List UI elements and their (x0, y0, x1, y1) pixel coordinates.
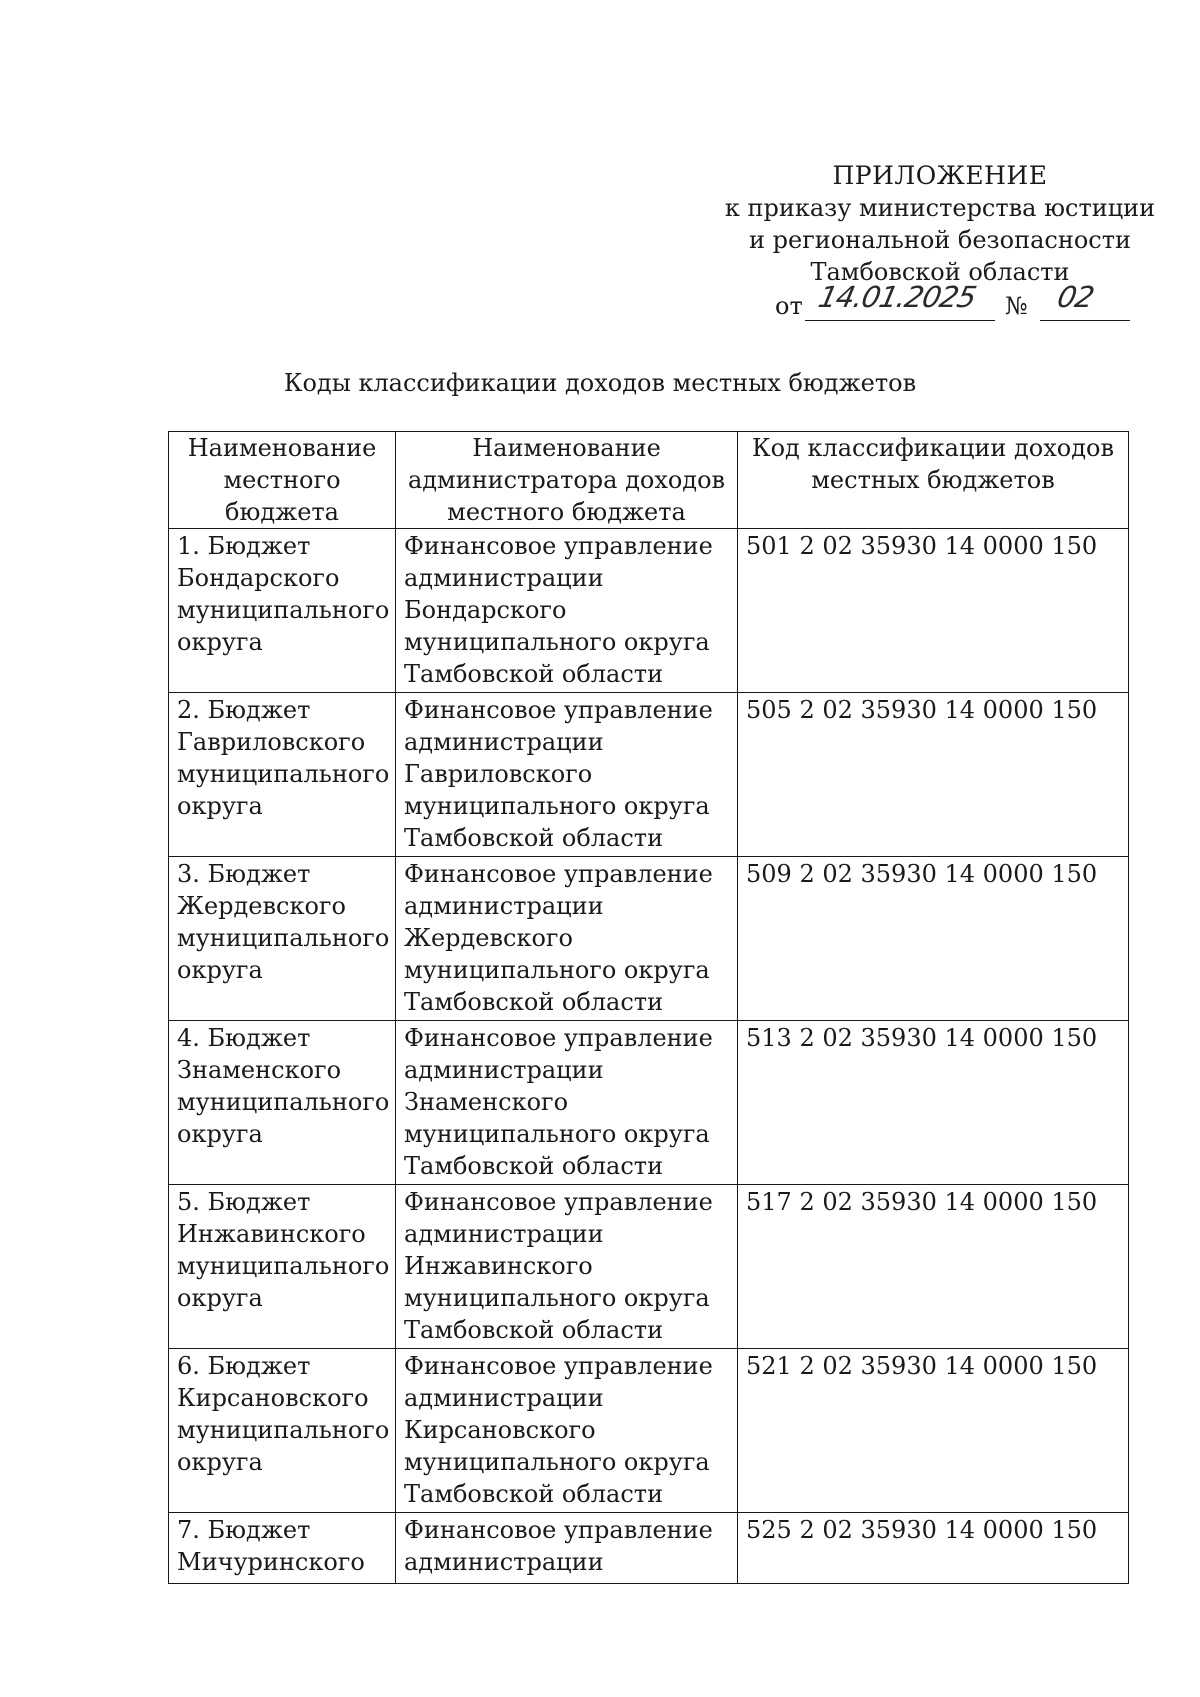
table-header-row (169, 432, 1129, 529)
document-title: Коды классификации доходов местных бюджетов (283, 369, 917, 397)
budget-cell (169, 1513, 396, 1584)
admin-cell (396, 857, 738, 1021)
appendix-line-3: Тамбовской области (810, 258, 1070, 286)
income-code: 513 2 02 35930 14 0000 150 (746, 1024, 1098, 1052)
budget-name: 5. Бюджет Инжавинского муниципального округа (177, 1188, 390, 1312)
budget-name: 6. Бюджет Кирсановского муниципального округа (177, 1352, 390, 1476)
income-code: 525 2 02 35930 14 0000 150 (746, 1516, 1098, 1544)
header-budget-name: Наименование местного бюджета (169, 432, 396, 529)
admin-name: Финансовое управление администрации Бондарского муниципального округа Тамбовской области (404, 532, 713, 688)
budget-cell (169, 1021, 396, 1185)
budget-cell (169, 693, 396, 857)
budget-name: 2. Бюджет Гавриловского муниципального округа (177, 696, 390, 820)
admin-cell (396, 1349, 738, 1513)
code-cell (738, 529, 1129, 693)
admin-name: Финансовое управление администрации Кирсановского муниципального округа Тамбовской области (404, 1352, 713, 1508)
codes-table (168, 431, 1129, 1584)
order-number-label: № (1005, 292, 1028, 320)
admin-cell (396, 529, 738, 693)
table-row (169, 529, 1129, 693)
header-income-code: Код классификации доходов местных бюджетов (738, 432, 1129, 529)
code-cell (738, 1513, 1129, 1584)
appendix-line-1: к приказу министерства юстиции (724, 194, 1156, 222)
admin-name: Финансовое управление администрации Инжавинского муниципального округа Тамбовской области (404, 1188, 713, 1344)
appendix-line-2: и региональной безопасности (749, 226, 1131, 254)
income-code: 505 2 02 35930 14 0000 150 (746, 696, 1098, 724)
code-cell (738, 693, 1129, 857)
admin-cell (396, 693, 738, 857)
order-date-label: от (775, 292, 803, 320)
admin-name: Финансовое управление администрации Знаменского муниципального округа Тамбовской области (404, 1024, 713, 1180)
table-row (169, 1185, 1129, 1349)
income-code: 509 2 02 35930 14 0000 150 (746, 860, 1098, 888)
code-cell (738, 1185, 1129, 1349)
admin-name: Финансовое управление администрации Жердевского муниципального округа Тамбовской области (404, 860, 713, 1016)
budget-cell (169, 1349, 396, 1513)
admin-cell (396, 1021, 738, 1185)
order-reference (775, 280, 1175, 326)
budget-name: 1. Бюджет Бондарского муниципального округа (177, 532, 390, 656)
table-row (169, 857, 1129, 1021)
table-row (169, 1513, 1129, 1584)
admin-name: Финансовое управление администрации Гавриловского муниципального округа Тамбовской области (404, 696, 713, 852)
table-row (169, 693, 1129, 857)
budget-name: 3. Бюджет Жердевского муниципального округа (177, 860, 390, 984)
appendix-title: ПРИЛОЖЕНИЕ (832, 161, 1048, 190)
income-code: 517 2 02 35930 14 0000 150 (746, 1188, 1098, 1216)
budget-cell (169, 857, 396, 1021)
budget-cell (169, 529, 396, 693)
code-cell (738, 857, 1129, 1021)
code-cell (738, 1021, 1129, 1185)
income-code: 521 2 02 35930 14 0000 150 (746, 1352, 1098, 1380)
appendix-header (700, 160, 1180, 288)
order-number-handwritten: 02 (1054, 280, 1097, 314)
income-code: 501 2 02 35930 14 0000 150 (746, 532, 1098, 560)
budget-name: 4. Бюджет Знаменского муниципального округа (177, 1024, 390, 1148)
order-date-handwritten: 14.01.2025 (815, 280, 979, 314)
admin-cell (396, 1185, 738, 1349)
budget-name: 7. Бюджет Мичуринского (177, 1516, 365, 1576)
code-cell (738, 1349, 1129, 1513)
table-row (169, 1349, 1129, 1513)
admin-cell (396, 1513, 738, 1584)
order-number-field (1040, 280, 1130, 321)
order-date-field (805, 280, 995, 321)
admin-name: Финансовое управление администрации (404, 1516, 713, 1576)
budget-cell (169, 1185, 396, 1349)
table-row (169, 1021, 1129, 1185)
header-admin-name: Наименование администратора доходов местного бюджета (396, 432, 738, 529)
